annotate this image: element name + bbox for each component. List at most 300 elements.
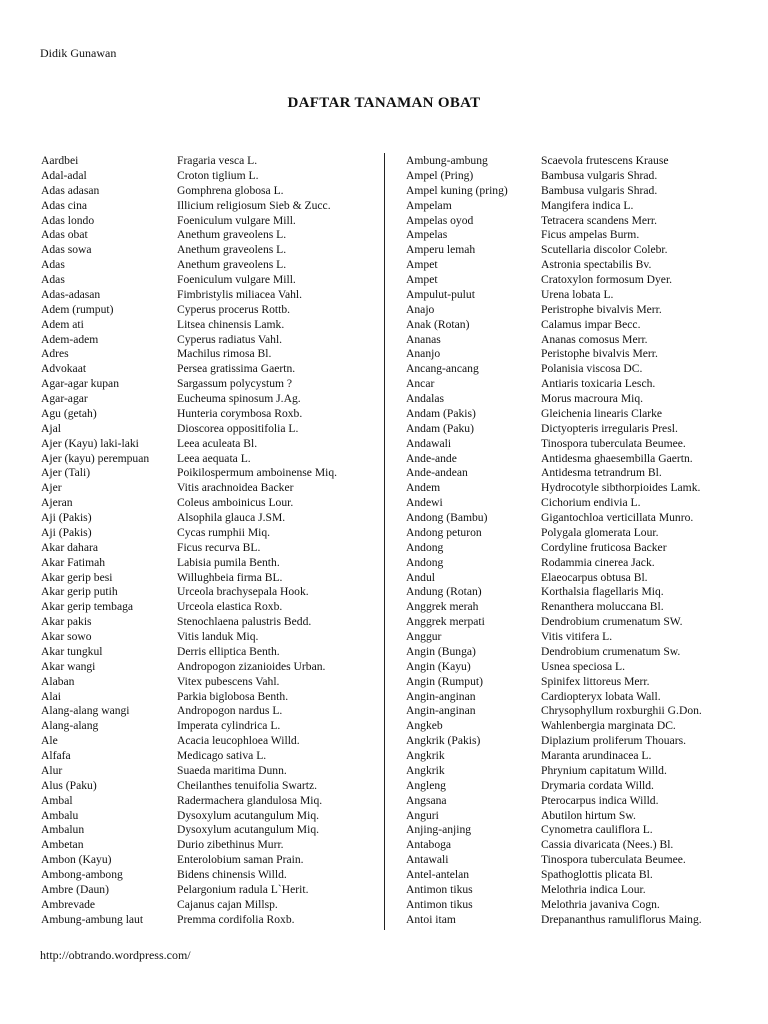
latin-name: Astronia spectabilis Bv. [541,258,652,272]
table-row [41,377,337,392]
table-row [41,600,337,615]
local-name: Alai [41,689,61,703]
table-row [41,749,337,764]
local-name: Akar gerip putih [41,585,118,599]
local-name: Adres [41,347,69,361]
table-row [406,868,702,883]
local-name: Anggur [406,630,442,643]
latin-name: Suaeda maritima Dunn. [177,763,287,777]
local-name: Adas-adasan [41,287,101,301]
local-name: Andong peturon [406,525,482,539]
local-name: Ande-ande [406,451,457,465]
local-name: Antawali [406,853,449,867]
latin-name: Fimbristylis miliacea Vahl. [177,287,303,301]
latin-name: Acacia leucophloea Willd. [177,734,300,748]
latin-name: Tinospora tuberculata Beumee. [541,853,686,867]
latin-name: Anethum graveolens L. [177,243,287,257]
local-name: Ampulut-pulut [406,287,475,301]
local-name: Adas londo [41,213,95,227]
latin-name: Hydrocotyle sibthorpioides Lamk. [541,481,701,495]
latin-name: Radermachera glandulosa Miq. [177,793,323,807]
latin-name: Sargassum polycystum ? [177,377,293,391]
latin-name: Andropogon nardus L. [177,704,283,718]
local-name: Ambre (Daun) [41,882,109,896]
table-row [406,481,702,496]
table-row [406,318,702,333]
table-row [41,347,337,362]
local-name: Andewi [406,496,443,510]
latin-name: Gleichenia linearis Clarke [541,406,663,420]
local-name: Adas [41,258,65,272]
local-name: Ampet [406,258,438,272]
table-row [41,690,337,705]
latin-name: Hunteria corymbosa Roxb. [177,406,303,420]
table-row [41,541,337,556]
latin-name: Vitis landuk Miq. [177,630,259,643]
local-name: Ananjo [406,347,441,361]
table-row [41,794,337,809]
table-row [41,243,337,258]
latin-name: Premma cordifolia Roxb. [177,912,295,926]
author-name: Didik Gunawan [40,46,117,60]
latin-name: Dendrobium crumenatum SW. [541,615,683,629]
local-name: Andem [406,481,441,495]
table-row [41,511,337,526]
table-row [406,600,702,615]
table-row [41,288,337,303]
latin-name: Andropogon zizanioides Urban. [177,659,326,673]
latin-name: Polanisia viscosa DC. [541,362,643,376]
local-name: Angin (Bunga) [406,644,476,658]
table-row [41,362,337,377]
table-row [406,853,702,868]
latin-name: Illicium religiosum Sieb & Zucc. [177,198,331,212]
table-row [41,779,337,794]
local-name: Antaboga [406,838,452,852]
latin-name: Morus macroura Miq. [541,392,644,405]
table-row [41,585,337,600]
latin-name: Persea gratissima Gaertn. [177,362,296,376]
latin-name: Dendrobium crumenatum Sw. [541,644,681,658]
table-row [406,779,702,794]
local-name: Alur [41,763,63,777]
local-name: Ambal [41,793,73,807]
local-name: Anjing-anjing [406,823,472,837]
latin-name: Ficus ampelas Burm. [541,228,640,242]
table-row [41,809,337,824]
local-name: Anggrek merah [406,600,479,614]
table-row [41,407,337,422]
table-row [406,898,702,913]
local-name: Aji (Pakis) [41,525,92,539]
table-row [406,303,702,318]
local-name: Antimon tikus [406,897,473,911]
table-row [406,243,702,258]
latin-name: Renanthera moluccana Bl. [541,600,664,614]
latin-name: Scutellaria discolor Colebr. [541,243,668,257]
local-name: Akar pakis [41,615,92,629]
latin-name: Croton tiglium L. [177,168,259,182]
local-name: Ampelam [406,198,452,212]
local-name: Akar gerip tembaga [41,600,134,614]
latin-name: Antidesma tetrandrum Bl. [541,466,662,480]
table-row [41,913,337,928]
table-row [406,184,702,199]
table-row [41,258,337,273]
table-row [406,214,702,229]
table-row [41,199,337,214]
table-row [41,184,337,199]
latin-name: Peristophe bivalvis Merr. [541,347,658,361]
plant-table-left [41,154,337,928]
table-row [41,734,337,749]
table-row [406,883,702,898]
local-name: Alang-alang [41,719,99,733]
table-row [406,913,702,928]
table-row [406,556,702,571]
latin-name: Imperata cylindrica L. [177,719,281,733]
local-name: Ajal [41,421,61,435]
table-row [41,615,337,630]
latin-name: Cyperus procerus Rottb. [177,302,291,316]
latin-name: Bidens chinensis Willd. [177,868,287,881]
latin-name: Melothria javaniva Cogn. [541,897,660,911]
local-name: Ampel (Pring) [406,168,474,182]
latin-name: Cichorium endivia L. [541,496,641,510]
latin-name: Urena lobata L. [541,287,614,301]
table-row [41,630,337,645]
local-name: Ambetan [41,838,84,852]
local-name: Agar-agar [41,392,88,405]
table-row [41,318,337,333]
local-name: Adas cina [41,198,88,212]
table-row [406,347,702,362]
latin-name: Bambusa vulgaris Shrad. [541,183,658,197]
latin-name: Cordyline fruticosa Backer [541,540,667,554]
table-row [41,333,337,348]
table-row [41,526,337,541]
latin-name: Labisia pumila Benth. [177,555,280,569]
local-name: Anggrek merpati [406,615,485,629]
local-name: Akar wangi [41,659,96,673]
table-row [406,660,702,675]
table-row [406,511,702,526]
table-row [41,868,337,883]
table-row [406,199,702,214]
table-row [41,571,337,586]
column-divider [384,153,385,930]
table-row [406,630,702,645]
table-row [406,749,702,764]
table-row [406,496,702,511]
latin-name: Dioscorea oppositifolia L. [177,421,299,435]
latin-name: Polygala glomerata Lour. [541,525,659,539]
local-name: Adem ati [41,317,84,331]
latin-name: Ananas comosus Merr. [541,332,648,346]
table-row [41,496,337,511]
table-row [406,794,702,809]
table-row [41,169,337,184]
latin-name: Durio zibethinus Murr. [177,838,284,852]
latin-name: Cycas rumphii Miq. [177,525,271,539]
latin-name: Dictyopteris irregularis Presl. [541,421,678,435]
table-row [406,422,702,437]
local-name: Andalas [406,392,444,405]
local-name: Ambung-ambung laut [41,912,144,926]
table-row [406,734,702,749]
table-row [41,303,337,318]
local-name: Ambung-ambung [406,154,488,167]
table-row [406,392,702,407]
latin-name: Cajanus cajan Millsp. [177,897,278,911]
latin-name: Chrysophyllum roxburghii G.Don. [541,704,702,718]
latin-name: Vitis arachnoidea Backer [177,481,294,495]
table-row [406,288,702,303]
local-name: Akar dahara [41,540,98,554]
local-name: Andong [406,555,444,569]
latin-name: Eucheuma spinosum J.Ag. [177,392,301,405]
latin-name: Medicago sativa L. [177,749,267,762]
latin-name: Willughbeia firma BL. [177,570,283,584]
table-row [41,452,337,467]
local-name: Andong [406,540,444,554]
latin-name: Pelargonium radula L`Herit. [177,882,309,896]
local-name: Antel-antelan [406,868,470,881]
table-row [41,838,337,853]
local-name: Antimon tikus [406,882,473,896]
local-name: Angkeb [406,719,443,733]
table-row [406,228,702,243]
latin-name: Fragaria vesca L. [177,154,258,167]
local-name: Adal-adal [41,168,87,182]
local-name: Ancang-ancang [406,362,479,376]
local-name: Akar tungkul [41,644,103,658]
local-name: Angin (Kayu) [406,659,471,673]
latin-name: Alsophila glauca J.SM. [177,511,286,524]
table-row [406,362,702,377]
local-name: Ambalun [41,823,85,837]
table-row [406,258,702,273]
latin-name: Stenochlaena palustris Bedd. [177,615,312,629]
latin-name: Tinospora tuberculata Beumee. [541,436,686,450]
latin-name: Litsea chinensis Lamk. [177,317,285,331]
local-name: Ambalu [41,808,79,822]
table-row [406,585,702,600]
latin-name: Anethum graveolens L. [177,228,287,242]
latin-name: Dysoxylum acutangulum Miq. [177,823,320,837]
local-name: Angin (Rumput) [406,674,483,688]
table-row [406,823,702,838]
table-row [406,273,702,288]
local-name: Ande-andean [406,466,468,480]
latin-name: Maranta arundinacea L. [541,749,652,762]
local-name: Andung (Rotan) [406,585,482,599]
local-name: Antoi itam [406,912,456,926]
local-name: Angin-anginan [406,689,476,703]
table-row [406,541,702,556]
table-row [406,154,702,169]
latin-name: Gomphrena globosa L. [177,183,284,197]
table-row [406,809,702,824]
table-row [406,704,702,719]
latin-name: Vitis vitifera L. [541,630,613,643]
local-name: Adem-adem [41,332,99,346]
latin-name: Enterolobium saman Prain. [177,853,304,867]
table-row [41,764,337,779]
latin-name: Urceola brachysepala Hook. [177,585,309,599]
local-name: Ananas [406,332,441,346]
local-name: Agu (getah) [41,406,97,420]
table-row [41,645,337,660]
latin-name: Cynometra cauliflora L. [541,823,653,837]
local-name: Alfafa [41,749,71,762]
latin-name: Leea aculeata Bl. [177,436,258,450]
local-name: Ampel kuning (pring) [406,183,508,197]
local-name: Ajer [41,481,62,495]
latin-name: Gigantochloa verticillata Munro. [541,511,694,524]
local-name: Andawali [406,436,452,450]
table-row [41,422,337,437]
table-row [406,333,702,348]
local-name: Aardbei [41,154,79,167]
table-row [406,407,702,422]
table-row [41,823,337,838]
footer-url-link[interactable]: http://obtrando.wordpress.com/ [40,948,191,962]
local-name: Angleng [406,778,446,792]
table-row [41,556,337,571]
latin-name: Cratoxylon formosum Dyer. [541,273,673,286]
table-row [406,452,702,467]
latin-name: Rodammia cinerea Jack. [541,555,655,569]
local-name: Angin-anginan [406,704,476,718]
latin-name: Pterocarpus indica Willd. [541,793,659,807]
latin-name: Dysoxylum acutangulum Miq. [177,808,320,822]
latin-name: Mangifera indica L. [541,198,634,212]
local-name: Andong (Bambu) [406,511,488,524]
table-row [41,273,337,288]
table-row [41,228,337,243]
local-name: Angkrik (Pakis) [406,734,481,748]
table-row [406,466,702,481]
local-name: Akar Fatimah [41,555,106,569]
latin-name: Urceola elastica Roxb. [177,600,283,614]
table-row [41,853,337,868]
latin-name: Cardiopteryx lobata Wall. [541,689,661,703]
latin-name: Leea aequata L. [177,451,251,465]
latin-name: Vitex pubescens Vahl. [177,674,280,688]
local-name: Anguri [406,808,439,822]
local-name: Andam (Paku) [406,421,474,435]
local-name: Ampelas [406,228,448,242]
latin-name: Cyperus radiatus Vahl. [177,332,283,346]
local-name: Anajo [406,302,435,316]
latin-name: Scaevola frutescens Krause [541,154,669,167]
latin-name: Anethum graveolens L. [177,258,287,272]
table-row [406,719,702,734]
page-title: DAFTAR TANAMAN OBAT [287,95,481,111]
table-row [41,214,337,229]
local-name: Ampelas oyod [406,213,474,227]
latin-name: Spathoglottis plicata Bl. [541,868,653,881]
latin-name: Foeniculum vulgare Mill. [177,213,296,227]
local-name: Ajer (Tali) [41,466,91,480]
local-name: Angsana [406,793,447,807]
table-row [406,437,702,452]
latin-name: Derris elliptica Benth. [177,644,280,658]
local-name: Adem (rumput) [41,302,114,316]
local-name: Alaban [41,674,75,688]
latin-name: Wahlenbergia marginata DC. [541,719,676,733]
latin-name: Machilus rimosa Bl. [177,347,272,361]
local-name: Ampet [406,273,438,286]
latin-name: Drepananthus ramuliflorus Maing. [541,912,702,926]
local-name: Alus (Paku) [41,778,97,792]
latin-name: Cassia divaricata (Nees.) Bl. [541,838,674,852]
latin-name: Abutilon hirtum Sw. [541,808,636,822]
table-row [41,704,337,719]
local-name: Adas adasan [41,183,100,197]
local-name: Adas sowa [41,243,92,257]
table-row [41,898,337,913]
table-row [406,571,702,586]
latin-name: Tetracera scandens Merr. [541,213,658,227]
table-row [41,154,337,169]
table-row [406,377,702,392]
local-name: Agar-agar kupan [41,377,119,391]
local-name: Ajeran [41,496,73,510]
latin-name: Korthalsia flagellaris Miq. [541,585,664,599]
local-name: Angkrik [406,749,445,762]
table-row [41,660,337,675]
table-row [41,719,337,734]
latin-name: Spinifex littoreus Merr. [541,674,650,688]
local-name: Akar sowo [41,630,92,643]
local-name: Amperu lemah [406,243,476,257]
local-name: Ajer (Kayu) laki-laki [41,436,139,450]
latin-name: Diplazium proliferum Thouars. [541,734,686,748]
latin-name: Usnea speciosa L. [541,659,626,673]
latin-name: Drymaria cordata Willd. [541,778,654,792]
local-name: Ancar [406,377,435,391]
latin-name: Peristrophe bivalvis Merr. [541,302,662,316]
local-name: Alang-alang wangi [41,704,130,718]
local-name: Andam (Pakis) [406,406,476,420]
local-name: Angkrik [406,763,445,777]
latin-name: Coleus amboinicus Lour. [177,496,294,510]
table-row [406,690,702,705]
local-name: Andul [406,570,435,584]
table-row [406,169,702,184]
latin-name: Ficus recurva BL. [177,540,261,554]
latin-name: Poikilospermum amboinense Miq. [177,466,338,480]
table-row [406,526,702,541]
local-name: Ambrevade [41,897,96,911]
local-name: Ambong-ambong [41,868,123,881]
local-name: Adas [41,273,65,286]
latin-name: Elaeocarpus obtusa Bl. [541,570,648,584]
table-row [406,615,702,630]
latin-name: Parkia biglobosa Benth. [177,689,289,703]
local-name: Ajer (kayu) perempuan [41,451,150,465]
latin-name: Calamus impar Becc. [541,317,641,331]
latin-name: Bambusa vulgaris Shrad. [541,168,658,182]
latin-name: Foeniculum vulgare Mill. [177,273,296,286]
local-name: Ale [41,734,58,748]
local-name: Anak (Rotan) [406,317,470,331]
latin-name: Antidesma ghaesembilla Gaertn. [541,451,693,465]
table-row [41,675,337,690]
latin-name: Antiaris toxicaria Lesch. [541,377,656,391]
